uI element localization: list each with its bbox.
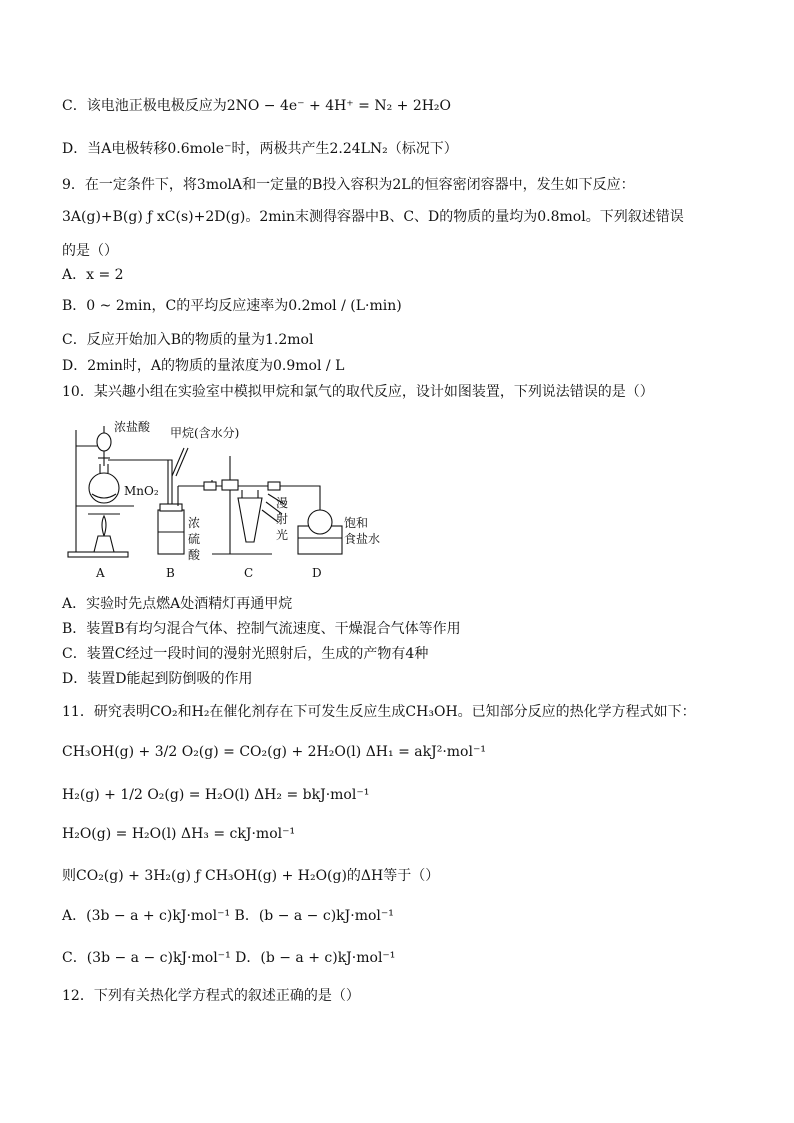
q10-option-a: A．实验时先点燃A处酒精灯再通甲烷: [62, 596, 293, 612]
apparatus-figure: [62, 418, 402, 586]
q11-eq1: CH₃OH(g) + 3/2 O₂(g) = CO₂(g) + 2H₂O(l) ΔH₁ = akJ²·mol⁻¹: [62, 744, 486, 760]
q9-option-d: D．2min时，A的物质的量浓度为0.9mol / L: [62, 358, 345, 374]
label-methane: 甲烷(含水分): [170, 426, 240, 440]
label-conc-hcl: 浓盐酸: [114, 420, 151, 434]
label-b: B: [166, 566, 175, 580]
q9-option-b: B．0 ~ 2min，C的平均反应速率为0.2mol / (L·min): [62, 298, 402, 314]
q9-option-a: A．x = 2: [62, 267, 124, 283]
label-diffuse-3: 光: [276, 528, 289, 542]
label-a: A: [96, 566, 105, 580]
label-c: C: [244, 566, 254, 580]
label-d: D: [312, 566, 322, 580]
q8-option-d: D．当A电极转移0.6mole⁻时，两极共产生2.24LN₂（标况下）: [62, 141, 458, 157]
label-mno2: MnO₂: [124, 484, 159, 498]
q11-options-cd: C．(3b − a − c)kJ·mol⁻¹ D．(b − a + c)kJ·mol⁻¹: [62, 950, 396, 966]
q10-stem: 10．某兴趣小组在实验室中模拟甲烷和氯气的取代反应，设计如图装置，下列说法错误的是（）: [62, 384, 654, 400]
q9-equation: 3A(g)+B(g) ƒ xC(s)+2D(g)。2min末测得容器中B、C、D的物质的量均为0.8mol。下列叙述错误: [62, 209, 684, 225]
label-diffuse-2: 射: [276, 512, 289, 526]
q10-option-b: B．装置B有均匀混合气体、控制气流速度、干燥混合气体等作用: [62, 621, 461, 637]
q8-option-c: C．该电池正极电极反应为2NO − 4e⁻ + 4H⁺ = N₂ + 2H₂O: [62, 98, 452, 114]
q11-eq2: H₂(g) + 1/2 O₂(g) = H₂O(l) ΔH₂ = bkJ·mol⁻¹: [62, 787, 370, 803]
q11-stem: 11．研究表明CO₂和H₂在催化剂存在下可发生反应生成CH₃OH。已知部分反应的热化学方程式如下：: [62, 704, 696, 720]
q11-eq3: H₂O(g) = H₂O(l) ΔH₃ = ckJ·mol⁻¹: [62, 826, 296, 842]
q11-question: 则CO₂(g) + 3H₂(g) ƒ CH₃OH(g) + H₂O(g)的ΔH等于（）: [62, 868, 440, 884]
q12-stem: 12．下列有关热化学方程式的叙述正确的是（）: [62, 988, 360, 1004]
q11-options-ab: A．(3b − a + c)kJ·mol⁻¹ B．(b − a − c)kJ·mol⁻¹: [62, 908, 394, 924]
q9-stem-end: 的是（）: [62, 243, 118, 259]
label-diffuse-1: 漫: [276, 496, 289, 510]
q9-stem: 9．在一定条件下，将3molA和一定量的B投入容积为2L的恒容密闭容器中，发生如下反应：: [62, 177, 635, 193]
q9-option-c: C．反应开始加入B的物质的量为1.2mol: [62, 332, 314, 348]
label-conc-h2so4-1: 浓: [188, 516, 201, 530]
label-brine-2: 食盐水: [344, 532, 381, 546]
label-conc-h2so4-3: 酸: [188, 548, 201, 562]
label-conc-h2so4-2: 硫: [188, 532, 201, 546]
q10-option-c: C．装置C经过一段时间的漫射光照射后，生成的产物有4种: [62, 646, 429, 662]
q10-option-d: D．装置D能起到防倒吸的作用: [62, 671, 253, 687]
label-brine-1: 饱和: [344, 516, 369, 530]
